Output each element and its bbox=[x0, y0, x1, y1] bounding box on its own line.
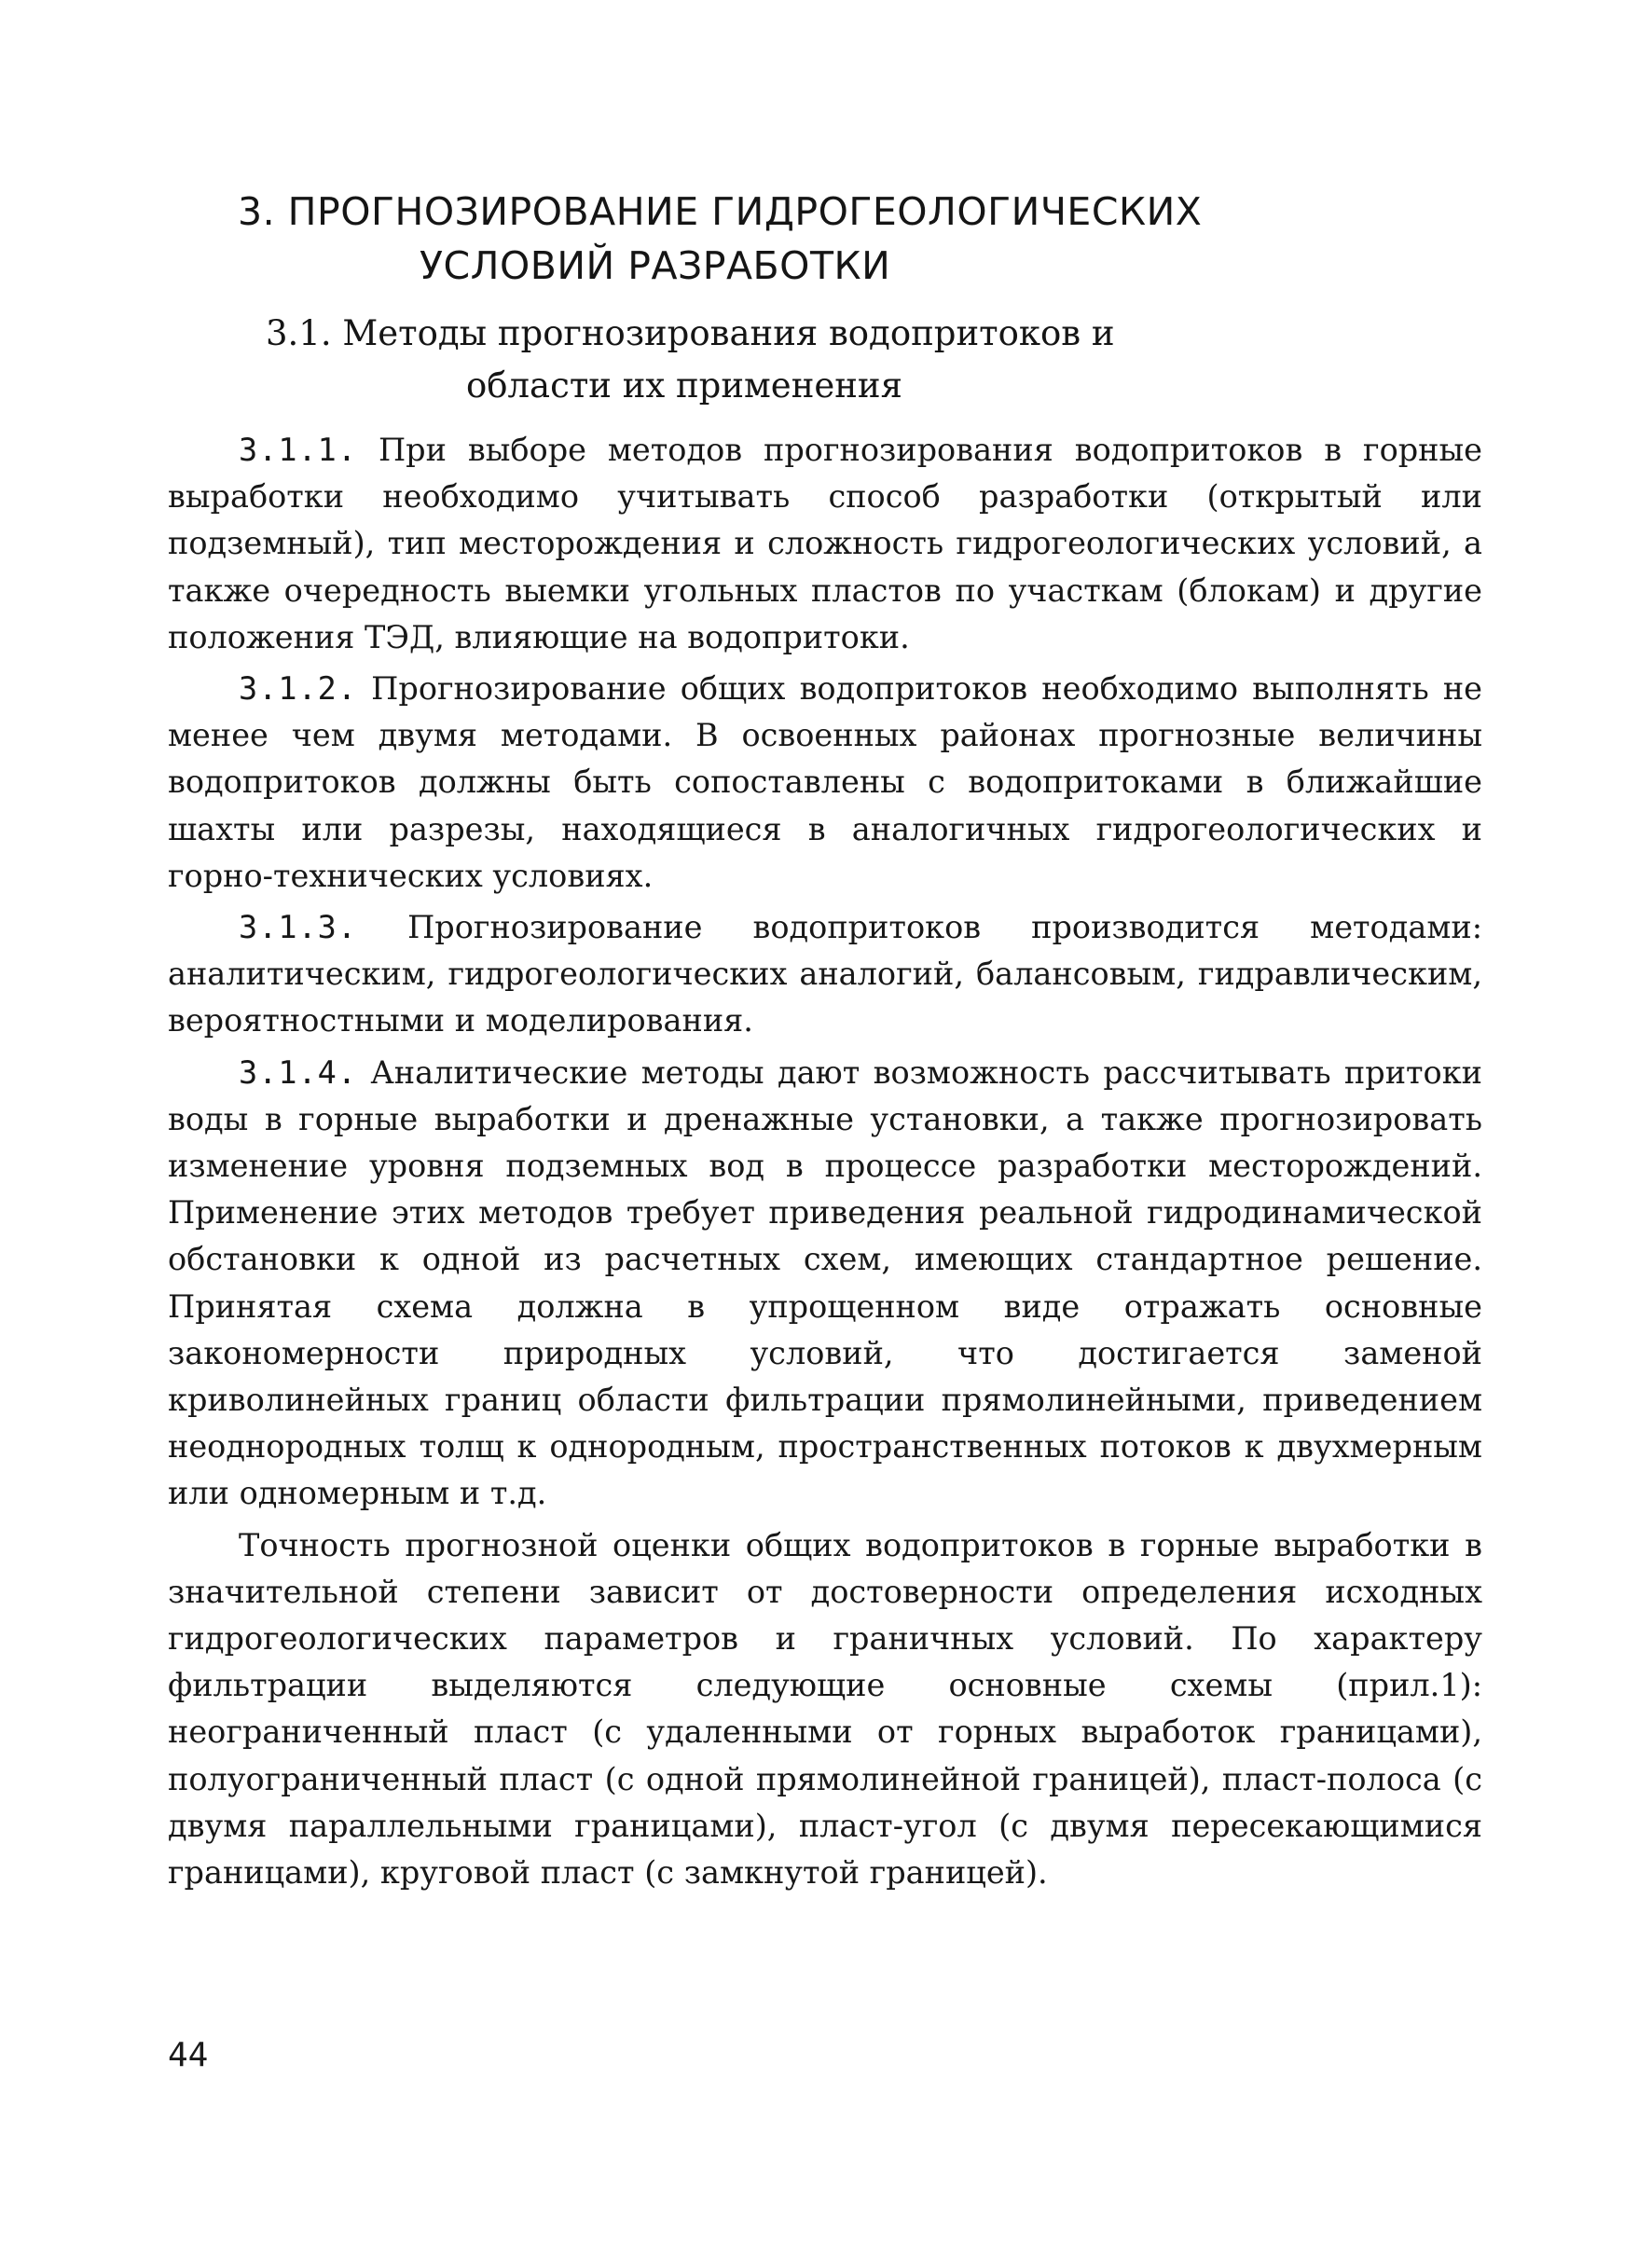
subsection-number: 3.1. bbox=[266, 313, 332, 353]
paragraph-accuracy bbox=[168, 1522, 1482, 1897]
paragraph-text: Прогнозирование водопритоков производится методами: аналитическим, гидрогеологических аналогий, балансовым, гидравлическим, вероятностными и моделирования. bbox=[168, 909, 1482, 1039]
paragraph-text: Аналитические методы дают возможность рассчитывать притоки воды в горные выработки и дренажные установки, а также прогнозировать изменение уровня подземных вод в процессе разработки месторождений. Применение этих методов требует приведения реальной гидродинамической обстановки к одной из расчетных схем, имеющих стандартное решение. Принятая схема должна в упрощенном виде отражать основные закономерности природных условий, что достигается заменой криволинейных границ области фильтрации прямолинейными, приведением неоднородных толщ к однородным, пространственных потоков к двухмерным или одномерным и т.д. bbox=[168, 1053, 1482, 1512]
paragraph-3-1-1 bbox=[168, 427, 1482, 661]
paragraph-3-1-3 bbox=[168, 904, 1482, 1045]
paragraph-3-1-4 bbox=[168, 1050, 1482, 1518]
paragraph-text: При выборе методов прогнозирования водопритоков в горные выработки необходимо учитывать способ разработки (открытый или подземный), тип месторождения и сложность гидрогеологических условий, а также очередность выемки угольных пластов по участкам (блокам) и другие положения ТЭД, влияющие на водопритоки. bbox=[168, 432, 1482, 655]
subsection-title-part-2: области их применения bbox=[466, 365, 902, 406]
section-title-part-1: ПРОГНОЗИРОВАНИЕ ГИДРОГЕОЛОГИЧЕСКИХ bbox=[287, 189, 1203, 234]
paragraph-text: Точность прогнозной оценки общих водопритоков в горные выработки в значительной степени зависит от достоверности определения исходных гидрогеологических параметров и граничных условий. По характеру фильтрации выделяются следующие основные схемы (прил.1): неограниченный пласт (с удаленными от горных выработок границами), полуограниченный пласт (с одной прямолинейной границей), пласт-полоса (с двумя параллельными границами), пласт-угол (с двумя пересекающимися границами), круговой пласт (с замкнутой границей). bbox=[168, 1526, 1482, 1892]
subsection-title-part-1: Методы прогнозирования водопритоков и bbox=[342, 313, 1115, 353]
section-heading bbox=[238, 185, 1310, 293]
subsection-heading bbox=[266, 308, 1291, 412]
paragraph-3-1-2 bbox=[168, 666, 1482, 900]
subsection-heading-line-1 bbox=[266, 308, 1291, 360]
paragraph-number: 3.1.4. bbox=[239, 1053, 358, 1091]
body-text bbox=[168, 427, 1482, 1901]
paragraph-number: 3.1.2. bbox=[239, 670, 358, 708]
section-number: 3. bbox=[238, 189, 276, 234]
section-title-part-2: УСЛОВИЙ РАЗРАБОТКИ bbox=[420, 243, 891, 288]
paragraph-number: 3.1.1. bbox=[239, 432, 358, 468]
page-number: 44 bbox=[168, 2036, 209, 2074]
paragraph-text: Прогнозирование общих водопритоков необходимо выполнять не менее чем двумя методами. В освоенных районах прогнозные величины водопритоков должны быть сопоставлены с водопритоками в ближайшие шахты или разрезы, находящиеся в аналогичных гидрогеологических и горно-технических условиях. bbox=[168, 670, 1483, 894]
section-heading-line-1 bbox=[238, 185, 1310, 239]
paragraph-number: 3.1.3. bbox=[239, 909, 358, 946]
